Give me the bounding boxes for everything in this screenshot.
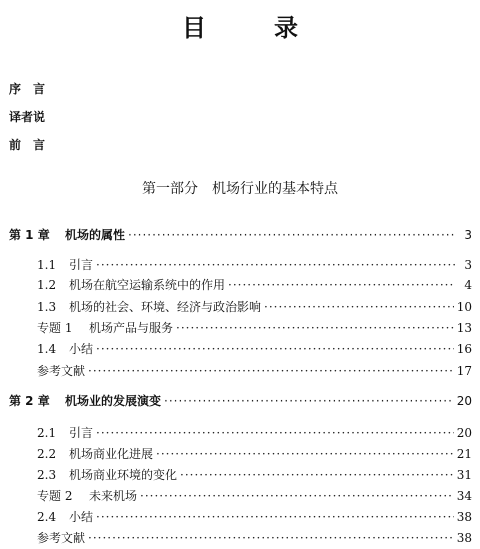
dot-leader [96, 340, 454, 358]
section-number: 1.3 [37, 300, 57, 314]
page-number: 13 [456, 321, 472, 335]
section-title: 小结 [69, 510, 94, 524]
toc-entry-references-2[interactable] [37, 529, 472, 547]
toc-entry-references-1[interactable] [37, 362, 472, 380]
dot-leader [156, 445, 454, 463]
toc-entry-1-4[interactable] [37, 340, 472, 358]
dot-leader [140, 487, 454, 505]
dot-leader [180, 466, 454, 484]
section-number: 2.1 [37, 426, 57, 440]
references-label: 参考文献 [37, 364, 86, 378]
page-number: 20 [456, 394, 472, 408]
dot-leader [96, 508, 454, 526]
chapter-title: 机场的属性 [65, 228, 126, 242]
section-title: 机场的社会、环境、经济与政治影响 [69, 300, 262, 314]
front-matter-foreword: 前 言 [9, 138, 46, 152]
dot-leader [176, 319, 454, 337]
dot-leader [264, 298, 454, 316]
section-number: 1.1 [37, 258, 57, 272]
page-number: 21 [456, 447, 472, 461]
page-number: 4 [464, 278, 472, 292]
section-number: 1.4 [37, 342, 57, 356]
front-matter-preface: 序 言 [9, 82, 46, 96]
page-number: 20 [456, 426, 472, 440]
section-title: 引言 [69, 258, 94, 272]
references-label: 参考文献 [37, 531, 86, 545]
toc-entry-2-4[interactable] [37, 508, 472, 526]
toc-entry-2-1[interactable] [37, 424, 472, 442]
page-number: 3 [464, 258, 472, 272]
dot-leader [96, 256, 455, 274]
page-number: 31 [456, 468, 472, 482]
section-title: 机场在航空运输系统中的作用 [69, 278, 226, 292]
part-heading: 第一部分 机场行业的基本特点 [142, 181, 338, 197]
toc-entry-1-1[interactable] [37, 256, 472, 274]
page-number: 10 [456, 300, 472, 314]
section-number: 1.2 [37, 278, 57, 292]
dot-leader [88, 362, 454, 380]
toc-entry-1-3[interactable] [37, 298, 472, 316]
dot-leader [96, 424, 454, 442]
page-number: 3 [464, 228, 472, 242]
topic-number: 专题 2 [37, 489, 73, 503]
page-number: 38 [456, 510, 472, 524]
chapter-number: 第 2 章 [9, 394, 50, 408]
chapter-row-2[interactable] [9, 392, 472, 410]
dot-leader [88, 529, 454, 547]
section-title: 机场商业环境的变化 [69, 468, 178, 482]
toc-entry-topic-2[interactable] [37, 487, 472, 505]
section-title: 机场商业化进展 [69, 447, 154, 461]
toc-entry-topic-1[interactable] [37, 319, 472, 337]
page-number: 34 [456, 489, 472, 503]
section-title: 小结 [69, 342, 94, 356]
page-number: 17 [456, 364, 472, 378]
chapter-title: 机场业的发展演变 [65, 394, 162, 408]
section-title: 引言 [69, 426, 94, 440]
toc-entry-2-2[interactable] [37, 445, 472, 463]
page-number: 16 [456, 342, 472, 356]
toc-entry-1-2[interactable] [37, 276, 472, 294]
section-number: 2.4 [37, 510, 57, 524]
topic-title: 机场产品与服务 [89, 321, 174, 335]
dot-leader [164, 392, 454, 410]
dot-leader [128, 226, 455, 244]
section-number: 2.2 [37, 447, 57, 461]
chapter-number: 第 1 章 [9, 228, 50, 242]
front-matter-translator-note: 译者说 [9, 110, 46, 124]
page-title: 目 录 [182, 14, 320, 42]
topic-number: 专题 1 [37, 321, 73, 335]
chapter-row-1[interactable] [9, 226, 472, 244]
topic-title: 未来机场 [89, 489, 138, 503]
toc-entry-2-3[interactable] [37, 466, 472, 484]
page-number: 38 [456, 531, 472, 545]
section-number: 2.3 [37, 468, 57, 482]
dot-leader [228, 276, 455, 294]
